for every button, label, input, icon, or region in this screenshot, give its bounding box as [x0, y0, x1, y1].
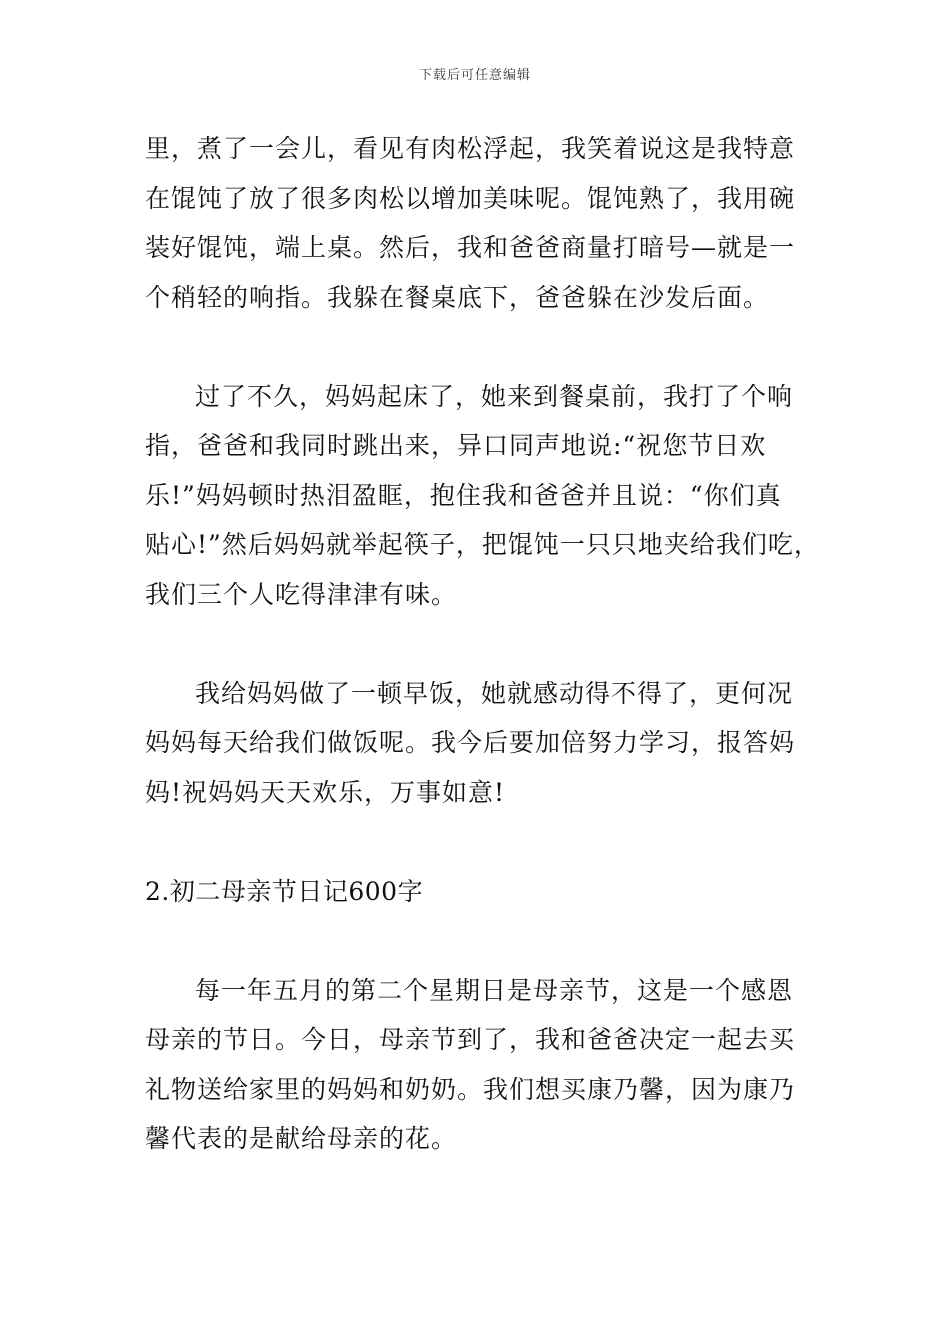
paragraph-2: [145, 372, 820, 620]
text-line: 过了不久，妈妈起床了，她来到餐桌前，我打了个响: [195, 381, 794, 411]
text-line: 妈!祝妈妈天天欢乐，万事如意!: [145, 777, 506, 807]
paragraph-1: [145, 124, 810, 322]
page-header-note: 下载后可任意编辑: [418, 68, 531, 83]
text-line: 我给妈妈做了一顿早饭，她就感动得不得了，更何况: [195, 678, 794, 708]
section-heading: 2.初二母亲节日记600字: [145, 876, 424, 906]
text-line: 装好馄饨，端上桌。然后，我和爸爸商量打暗号—就是一: [145, 233, 796, 262]
text-line: 在馄饨了放了很多肉松以增加美味呢。馄饨熟了，我用碗: [145, 183, 796, 213]
paragraph-3: [145, 669, 810, 818]
text-line: 乐!”妈妈顿时热泪盈眶，抱住我和爸爸并且说：“你们真: [145, 480, 782, 510]
text-line: 馨代表的是献给母亲的花。: [145, 1124, 458, 1153]
text-line: 礼物送给家里的妈妈和奶奶。我们想买康乃馨，因为康乃: [145, 1074, 796, 1104]
text-line: 母亲的节日。今日，母亲节到了，我和爸爸决定一起去买: [145, 1025, 796, 1054]
text-line: 妈妈每天给我们做饭呢。我今后要加倍努力学习，报答妈: [145, 728, 796, 757]
text-line: 指，爸爸和我同时跳出来，异口同声地说:“祝您节日欢: [145, 431, 767, 460]
text-line: 贴心!”然后妈妈就举起筷子，把馄饨一只只地夹给我们吃，: [145, 530, 820, 559]
document-body: [145, 124, 820, 1164]
text-line: 我们三个人吃得津津有味。: [145, 579, 458, 609]
text-line: 个稍轻的响指。我躲在餐桌底下，爸爸躲在沙发后面。: [145, 282, 770, 312]
paragraph-spacer: [145, 619, 810, 669]
text-line: 里，煮了一会儿，看见有肉松浮起，我笑着说这是我特意: [145, 134, 796, 163]
paragraph-spacer: [145, 322, 810, 372]
paragraph-spacer: [145, 817, 810, 867]
text-line: 每一年五月的第二个星期日是母亲节，这是一个感恩: [195, 975, 794, 1005]
paragraph-spacer: [145, 916, 810, 966]
paragraph-4: [145, 966, 810, 1164]
